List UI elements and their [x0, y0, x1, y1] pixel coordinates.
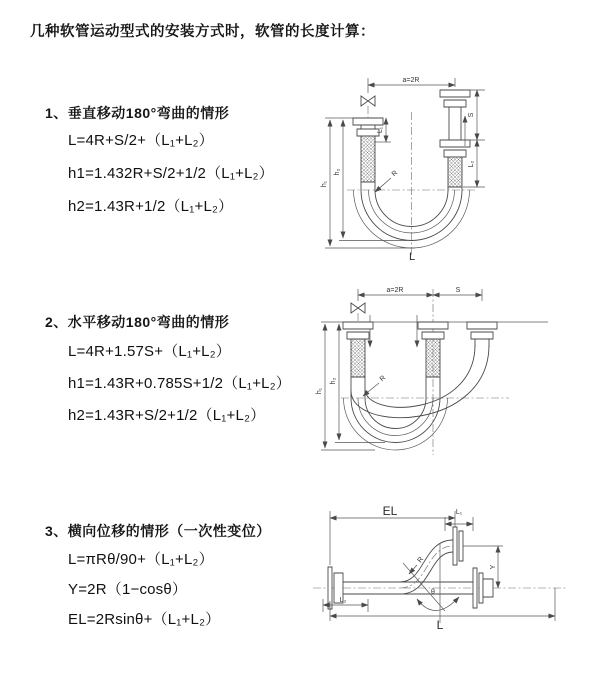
dim-label-l2: L₂ [468, 160, 475, 168]
diagram-lateral-displacement [305, 503, 600, 653]
right-pipe-fitting [440, 90, 470, 187]
formula-line: h2=1.43R+S/2+1/2（L₁+L₂） [68, 407, 266, 424]
diagram-vertical-180 [315, 72, 590, 262]
radius-callout [363, 375, 387, 396]
dim-s [433, 287, 482, 295]
formula-line: EL=2Rsinθ+（L₁+L₂） [68, 611, 221, 628]
dim-label-a2r: a=2R [402, 77, 420, 84]
dim-label-r: R [416, 555, 426, 565]
section-3-heading: 3、横向位移的情形（一次性变位） [45, 523, 271, 539]
dim-label-l1: L₁ [455, 509, 463, 516]
page-title: 几种软管运动型式的安装方式时，软管的长度计算： [30, 24, 375, 40]
section-2-heading: 2、水平移动180°弯曲的情形 [45, 314, 230, 330]
right-pipe-fitting [467, 322, 497, 347]
left-pipe-fitting [343, 322, 373, 377]
diagram-horizontal-180 [313, 283, 590, 468]
braided-hose-section [426, 339, 440, 377]
dim-label-h2: h₂ [334, 168, 341, 176]
formula-line: L=4R+S/2+（L₁+L₂） [68, 132, 214, 149]
formula-line: L=4R+1.57S+（L₁+L₂） [68, 343, 231, 360]
dim-label-l2: L₂ [339, 597, 347, 604]
formula-line: h1=1.432R+S/2+1/2（L₁+L₂） [68, 165, 274, 182]
dim-label-theta: θ [431, 589, 435, 596]
braided-hose-section [448, 157, 462, 187]
angle-construction [403, 543, 459, 623]
dim-label-y: Y [490, 564, 497, 570]
braided-hose-section [361, 136, 375, 182]
valve-icon [361, 96, 375, 106]
dim-label-l1: L₁ [377, 126, 384, 134]
dim-label-r: R [378, 374, 388, 384]
radius-callout [375, 170, 399, 192]
dim-label-h1: h₁ [321, 180, 328, 188]
dim-label-l: L [436, 618, 444, 632]
formula-line: h2=1.43R+1/2（L₁+L₂） [68, 198, 234, 215]
braided-hose-section [351, 339, 365, 377]
dim-label-s: S [455, 287, 461, 294]
formula-line: h1=1.43R+0.785S+1/2（L₁+L₂） [68, 375, 291, 392]
dim-label-h2: h₂ [330, 377, 337, 385]
dim-s [463, 90, 485, 140]
hose-u-shifted [351, 345, 489, 418]
dim-label-r: R [390, 169, 400, 179]
formula-line: L=πRθ/90+（L₁+L₂） [68, 551, 214, 568]
dim-l1 [445, 509, 473, 531]
valve-icon [351, 303, 365, 313]
dim-a2r [358, 287, 482, 301]
dim-label-el: EL [382, 504, 398, 518]
dim-label-h1: h₁ [316, 387, 323, 395]
dim-label-l: L [408, 251, 416, 263]
dim-label-a2r: a=2R [386, 287, 404, 294]
dim-el [330, 504, 455, 565]
dim-label-s: S [468, 112, 475, 118]
dim-l [330, 588, 555, 632]
displaced-hose [400, 527, 463, 594]
formula-line: Y=2R（1−cosθ） [68, 581, 188, 598]
section-1-heading: 1、垂直移动180°弯曲的情形 [45, 105, 230, 121]
